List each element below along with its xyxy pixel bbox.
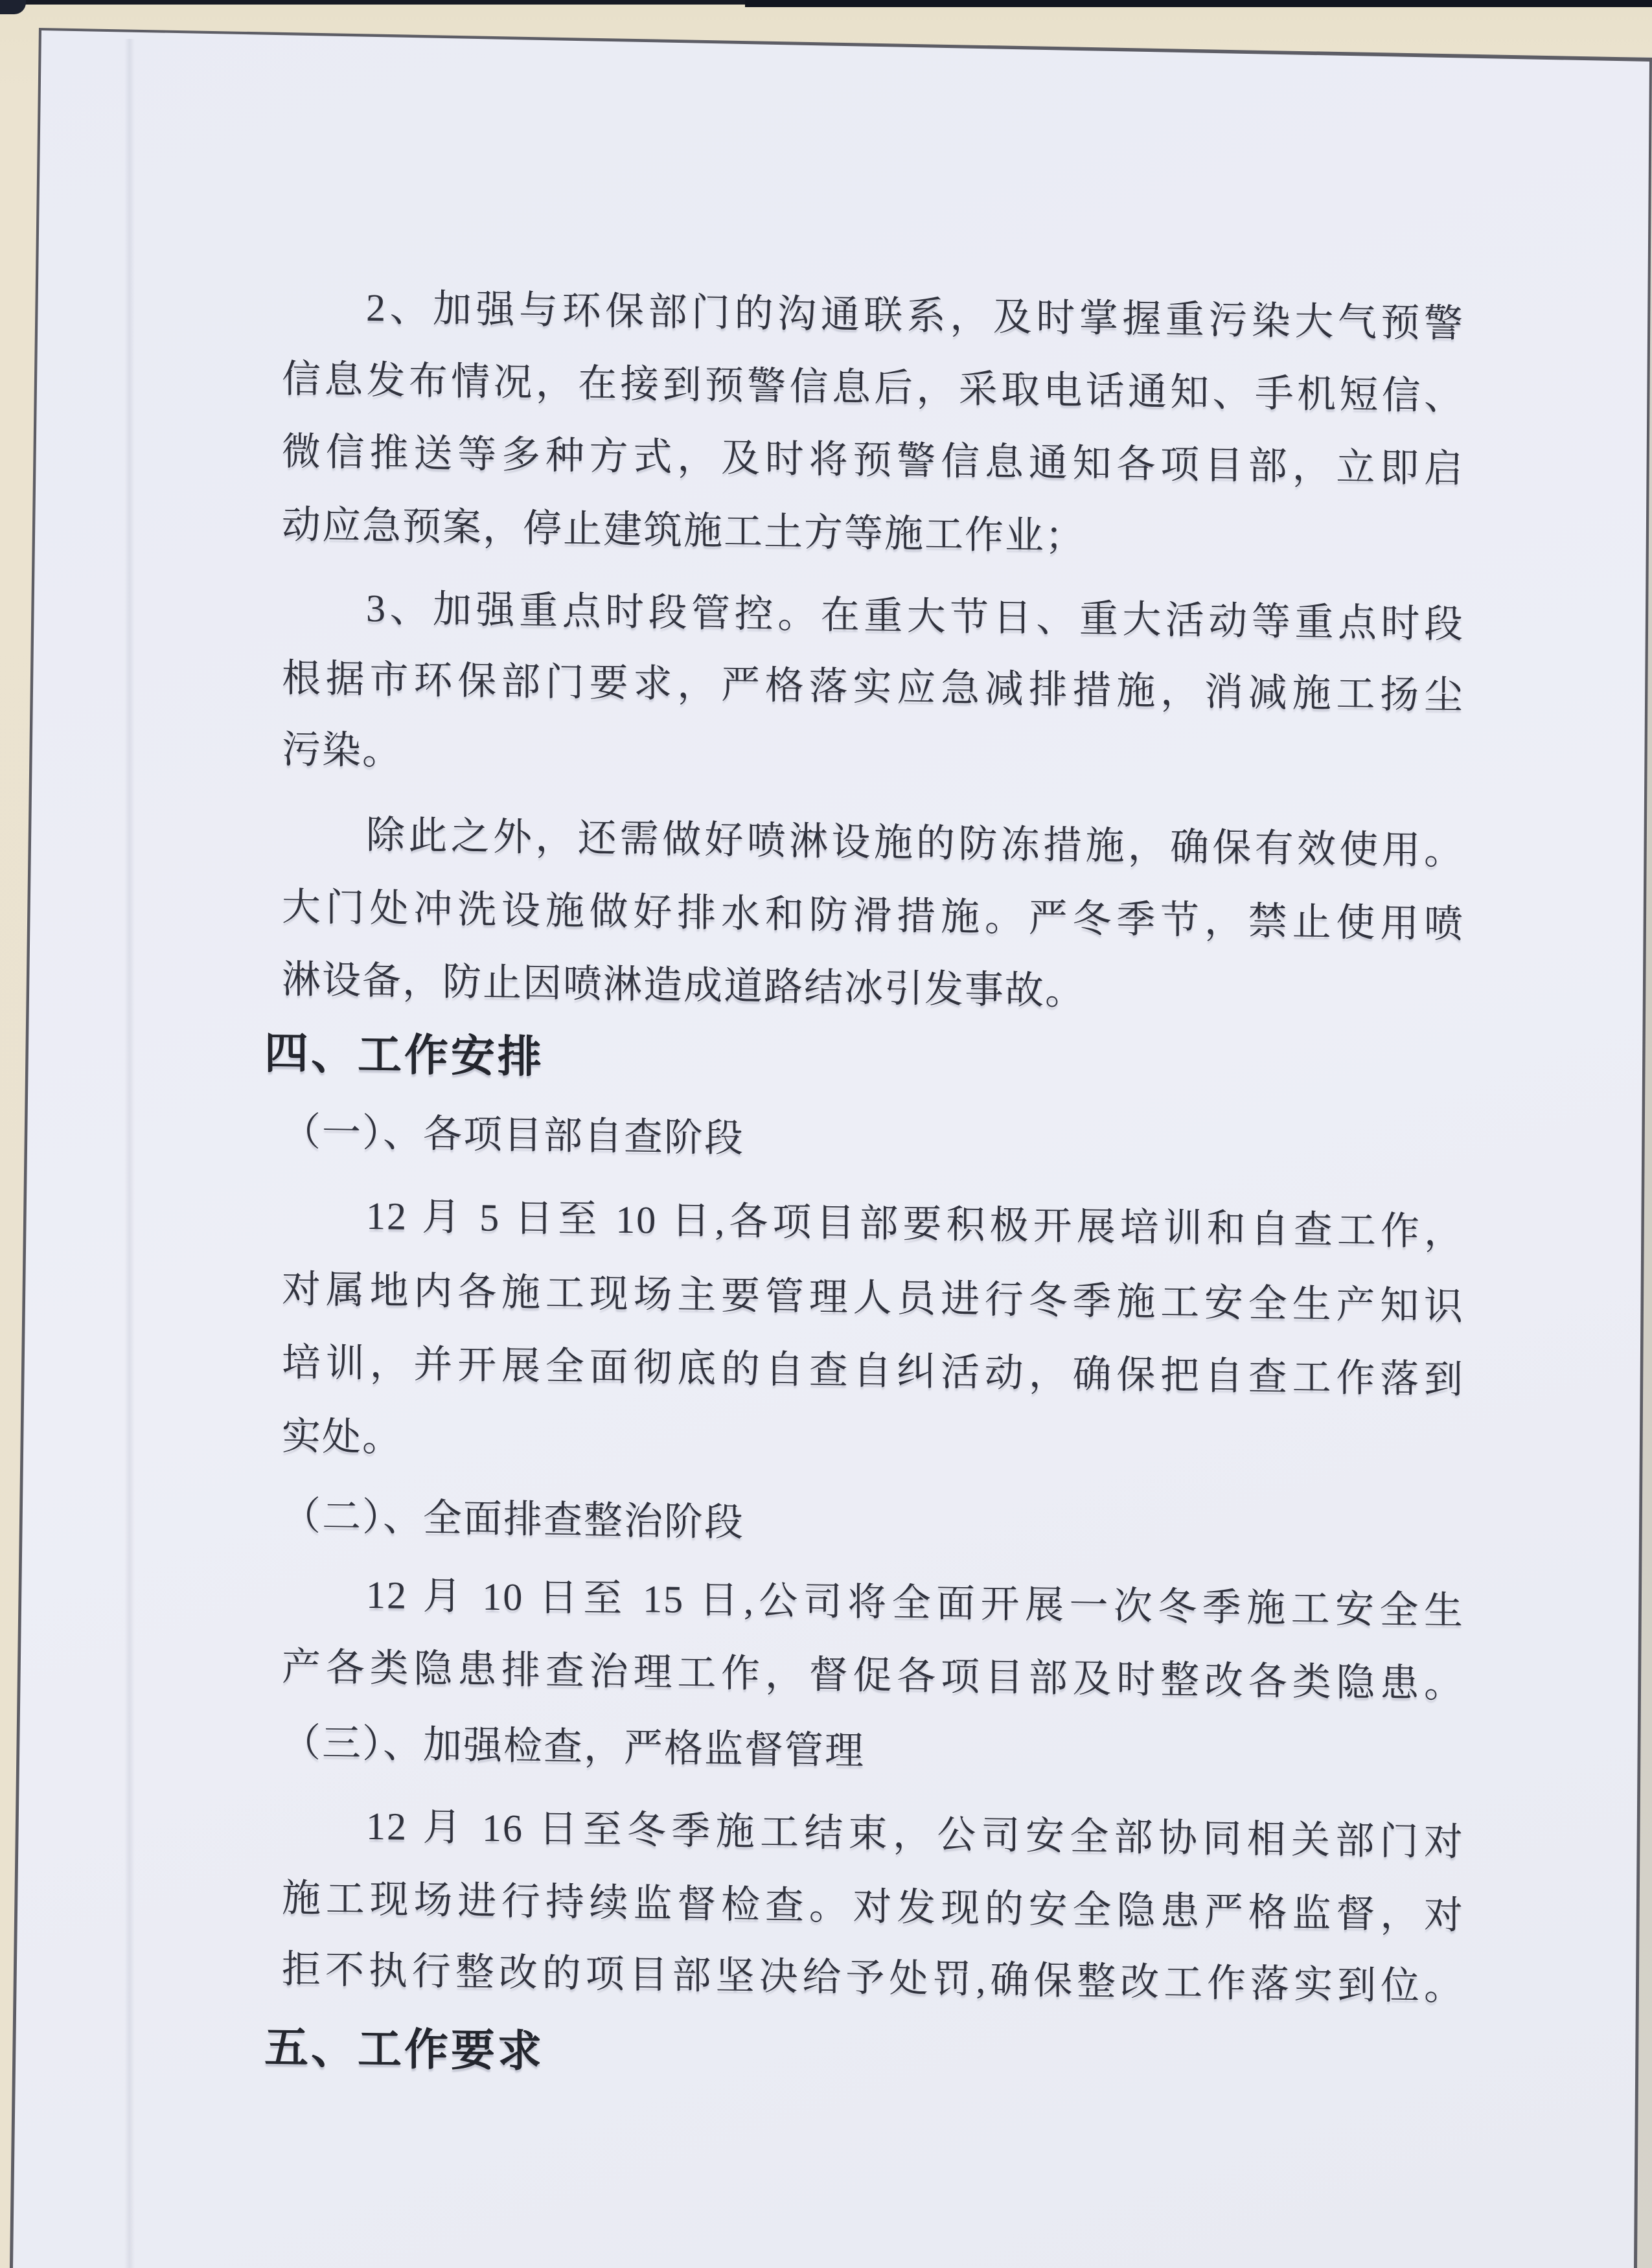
text-line-6: 根据市环保部门要求，严格落实应急减排措施，消减施工扬尘 bbox=[282, 657, 1464, 718]
text-line-8: 除此之外，还需做好喷淋设施的防冻措施，确保有效使用。 bbox=[366, 813, 1464, 873]
text-line-10: 淋设备，防止因喷淋造成道路结冰引发事故。 bbox=[282, 958, 1085, 1013]
text-line-5: 3、加强重点时段管控。在重大节日、重大活动等重点时段 bbox=[366, 586, 1464, 647]
text-line-13: 12 月 5 日至 10 日,各项目部要积极开展培训和自查工作， bbox=[366, 1194, 1464, 1254]
text-line-2: 信息发布情况，在接到预警信息后，采取电话通知、手机短信、 bbox=[282, 358, 1464, 418]
subsection-heading-full-inspection: （二）、全面排查整治阶段 bbox=[282, 1495, 744, 1544]
text-line-9: 大门处冲洗设施做好排水和防滑措施。严冬季节，禁止使用喷 bbox=[282, 886, 1464, 946]
text-line-19: 产各类隐患排查治理工作，督促各项目部及时整改各类隐患。 bbox=[282, 1645, 1464, 1706]
subsection-heading-strengthen-inspection: （三）、加强检查，严格监督管理 bbox=[282, 1721, 865, 1773]
subsection-heading-self-inspection: （一）、各项目部自查阶段 bbox=[282, 1110, 744, 1160]
section-heading-work-arrangement: 四、工作安排 bbox=[264, 1028, 545, 1082]
text-line-4: 动应急预案，停止建筑施工土方等施工作业； bbox=[282, 503, 1085, 558]
text-line-22: 施工现场进行持续监督检查。对发现的安全隐患严格监督，对 bbox=[282, 1877, 1464, 1938]
text-line-7: 污染。 bbox=[282, 728, 402, 773]
text-line-23: 拒不执行整改的项目部坚决给予处罚,确保整改工作落实到位。 bbox=[282, 1948, 1464, 2009]
text-line-1: 2、加强与环保部门的沟通联系，及时掌握重污染大气预警 bbox=[366, 286, 1464, 346]
scan-top-edge-right bbox=[745, 0, 1652, 7]
text-line-18: 12 月 10 日至 15 日,公司将全面开展一次冬季施工安全生 bbox=[366, 1573, 1464, 1633]
section-heading-work-requirements: 五、工作要求 bbox=[264, 2022, 545, 2077]
text-line-16: 实处。 bbox=[282, 1415, 402, 1460]
text-line-3: 微信推送等多种方式，及时将预警信息通知各项目部，立即启 bbox=[282, 430, 1464, 491]
text-line-15: 培训，并开展全面彻底的自查自纠活动，确保把自查工作落到 bbox=[282, 1341, 1464, 1402]
page-crease bbox=[124, 39, 135, 2268]
document-text bbox=[264, 0, 1464, 2268]
text-line-21: 12 月 16 日至冬季施工结束，公司安全部协同相关部门对 bbox=[366, 1804, 1464, 1864]
text-line-14: 对属地内各施工现场主要管理人员进行冬季施工安全生产知识 bbox=[282, 1268, 1464, 1329]
